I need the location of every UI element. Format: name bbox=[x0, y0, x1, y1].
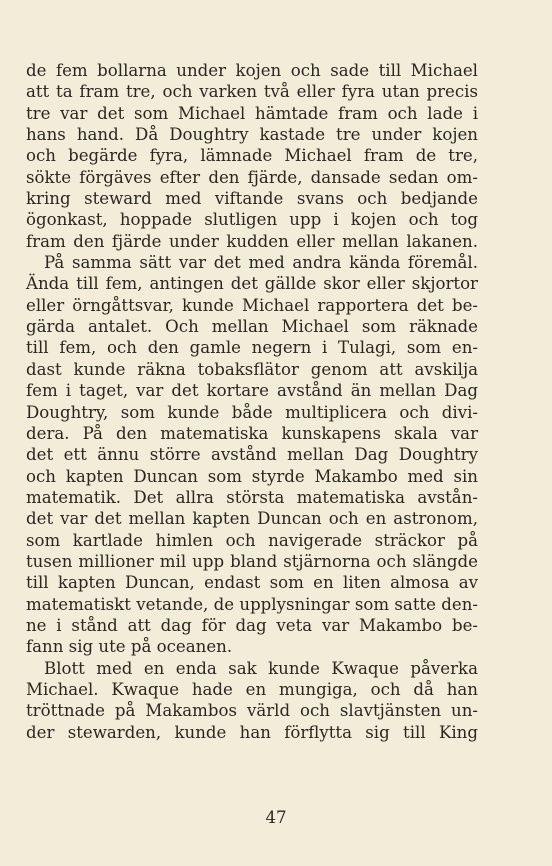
text-line: Michael. Kwaque hade en mungiga, och då han bbox=[26, 679, 478, 699]
text-line: fann sig ute på oceanen. bbox=[26, 637, 233, 657]
text-line: till fem, och den gamle negern i Tulagi, som en- bbox=[26, 338, 478, 358]
text-line: de fem bollarna under kojen och sade till Michael bbox=[26, 61, 478, 80]
text-line: att ta fram tre, och varken två eller fyra utan precis bbox=[26, 82, 478, 102]
text-line: det ett ännu större avstånd mellan Dag Doughtry bbox=[26, 445, 478, 465]
text-line: Blott med en enda sak kunde Kwaque påverka bbox=[44, 658, 478, 678]
text-line: fem i taget, var det kortare avstånd än mellan Dag bbox=[26, 381, 478, 401]
text-line: sökte förgäves efter den fjärde, dansade sedan om- bbox=[26, 167, 478, 187]
text-line: Doughtry, som kunde både multiplicera och divi- bbox=[26, 402, 478, 422]
text-line: som kartlade himlen och navigerade sträckor på bbox=[26, 530, 478, 550]
text-line: det var det mellan kapten Duncan och en astronom, bbox=[26, 509, 478, 529]
text-line: tröttnade på Makambos värld och slavtjänsten un- bbox=[26, 701, 478, 721]
text-line: På samma sätt var det med andra kända föremål. bbox=[44, 253, 478, 273]
text-line: fram den fjärde under kudden eller mellan lakanen. bbox=[26, 231, 478, 251]
text-line: matematik. Det allra största matematiska avstån- bbox=[26, 487, 478, 507]
text-line: hans hand. Då Doughtry kastade tre under kojen bbox=[26, 125, 478, 145]
text-line: Ända till fem, antingen det gällde skor eller skjortor bbox=[26, 274, 478, 294]
text-line: tre var det som Michael hämtade fram och lade i bbox=[26, 103, 478, 123]
text-line: ne i stånd att dag för dag veta var Makambo be- bbox=[26, 615, 478, 635]
text-line: matematiskt vetande, de upplysningar som satte den- bbox=[26, 594, 478, 614]
text-line: dast kunde räkna tobaksflätor genom att avskilja bbox=[26, 359, 478, 379]
text-line: och kapten Duncan som styrde Makambo med sin bbox=[26, 466, 478, 486]
text-line: till kapten Duncan, endast som en liten almosa av bbox=[26, 573, 478, 593]
text-line: ögonkast, hoppade slutligen upp i kojen och tog bbox=[26, 210, 478, 230]
page-number: 47 bbox=[265, 808, 287, 827]
text-line: der stewarden, kunde han förflytta sig till King bbox=[26, 722, 478, 742]
text-line: eller örngåttsvar, kunde Michael rapportera det be- bbox=[26, 295, 478, 315]
text-line: tusen millioner mil upp bland stjärnorna och slängde bbox=[26, 551, 478, 571]
text-line: och begärde fyra, lämnade Michael fram de tre, bbox=[26, 146, 478, 166]
text-line: kring steward med viftande svans och bedjande bbox=[26, 189, 478, 209]
text-line: gärda antalet. Och mellan Michael som räknade bbox=[26, 317, 478, 337]
text-line: dera. På den matematiska kunskapens skala var bbox=[26, 423, 478, 443]
body-text bbox=[26, 60, 478, 743]
